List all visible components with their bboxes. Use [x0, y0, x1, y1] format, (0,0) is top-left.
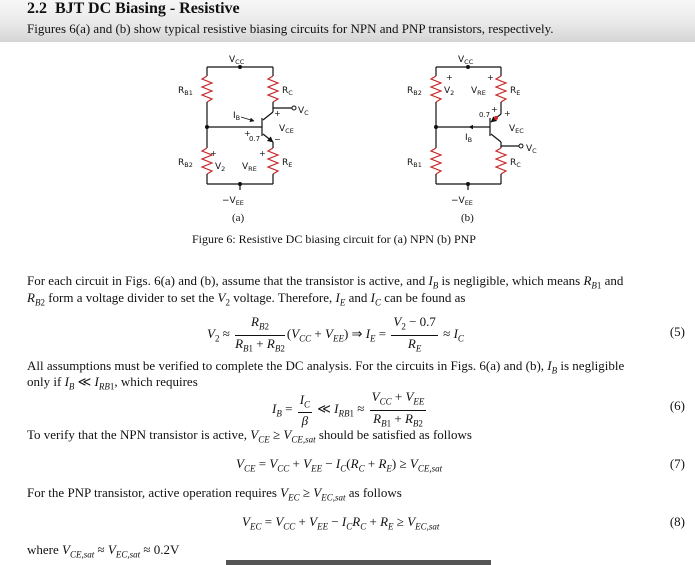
where-line: where $V_{CE,sat} \approx V_{EC,sat} \approx 0.2V$ — [27, 542, 180, 560]
svg-text:−VEE: $-V_{EE}$ — [222, 196, 244, 207]
svg-text:+: + — [274, 109, 281, 118]
svg-text:RB2: $R_{B2}$ — [178, 158, 193, 169]
svg-text:RB1: $R_{B1}$ — [407, 158, 422, 169]
svg-text:RB2: $R_{B2}$ — [407, 86, 422, 97]
svg-text:V2: $V_2$ — [215, 162, 226, 173]
paragraph-2-line-2: only if $I_B$ ≪ $I_{RB1}$, which requires — [27, 374, 198, 392]
svg-text:V2: $V_2$ — [444, 86, 455, 97]
svg-text:+: + — [244, 129, 251, 138]
svg-text:VCC: $V_{CC}$ — [458, 55, 474, 66]
svg-text:+: + — [210, 149, 217, 158]
svg-text:VC: $V_C$ — [298, 106, 309, 117]
equation-6-number: (6) — [669, 398, 685, 413]
svg-text:RC: $R_C$ — [510, 158, 521, 169]
svg-text:VC: $V_C$ — [526, 144, 537, 155]
svg-text:RC: $R_C$ — [282, 86, 293, 97]
svg-text:+: + — [487, 73, 494, 82]
svg-text:0.7: 0.7 — [249, 135, 261, 143]
svg-text:(b): (b) — [461, 212, 474, 224]
paragraph-4: For the PNP transistor, active operation requires $V_{EC} \ge V_{EC,sat}$ as follows — [27, 485, 402, 503]
svg-text:VEC: $V_{EC}$ — [509, 124, 524, 135]
equation-6: $I_B$ = $\frac{I_C}{\beta}$ ≪ $I_{RB1}$ ≈ $\frac{V_{CC} + V_{EE}}{R_{B1} + R_{B2}}$ — [272, 389, 425, 429]
equation-7-number: (7) — [669, 456, 685, 471]
equation-7: $V_{CE} = V_{CC} + V_{EE} - I_C(R_C + R_E) \ge V_{CE,sat}$ — [236, 456, 443, 474]
svg-text:IB: $I_B$ — [233, 111, 241, 122]
svg-text:+: + — [446, 73, 453, 82]
svg-text:VRE: $V_{RE}$ — [471, 86, 486, 97]
intro-text: Figures 6(a) and (b) show typical resistive biasing circuits for NPN and PNP transistors, respectively. — [27, 21, 554, 36]
equation-5-number: (5) — [669, 324, 685, 339]
bottom-scrollbar[interactable] — [226, 560, 491, 565]
svg-text:0.7: 0.7 — [479, 111, 491, 119]
equation-5: $V_2$ ≈ $\frac{R_{B2}}{R_{B1} + R_{B2}}$ $(V_{CC} + V_{EE})$ ⇒ $I_E$ = $\frac{V_2 - 0.7}{R_E}$ ≈ $I_C$ — [207, 314, 464, 354]
paragraph-1-line-1: For each circuit in Figs. 6(a) and (b), assume that the transistor is active, and $I_B$ is negligible, which means $R_{B1}$ and — [27, 273, 624, 291]
paragraph-2-line-1: All assumptions must be verified to complete the DC analysis. For the circuits in Figs. 6(a) and (b), $I_B$ is negligible — [27, 358, 625, 376]
svg-text:+: + — [504, 109, 511, 118]
section-title: 2.2 BJT DC Biasing - Resistive — [27, 0, 240, 17]
svg-text:VRE: $V_{RE}$ — [242, 162, 257, 173]
equation-8-number: (8) — [669, 514, 685, 529]
svg-text:RE: $R_E$ — [282, 158, 293, 169]
svg-text:+: + — [491, 105, 498, 114]
svg-text:+: + — [259, 149, 266, 158]
svg-text:IB: $I_B$ — [465, 133, 473, 144]
svg-text:−: − — [274, 135, 281, 144]
svg-text:(a): (a) — [232, 212, 245, 224]
svg-text:RE: $R_E$ — [510, 86, 521, 97]
figure-caption: Figure 6: Resistive DC biasing circuit for (a) NPN (b) PNP — [192, 232, 476, 246]
svg-text:−VEE: $-V_{EE}$ — [451, 196, 473, 207]
svg-text:RB1: $R_{B1}$ — [178, 86, 193, 97]
paragraph-1-line-2: $R_{B2}$ form a voltage divider to set the $V_2$ voltage. Therefore, $I_E$ and $I_C$ can be found as — [27, 290, 466, 308]
svg-text:VCE: $V_{CE}$ — [279, 124, 294, 135]
equation-8: $V_{EC} = V_{CC} + V_{EE} - I_CR_C + R_E \ge V_{EC,sat}$ — [242, 514, 440, 532]
paragraph-3: To verify that the NPN transistor is active, $V_{CE} \ge V_{CE,sat}$ should be satisfied as follows — [27, 427, 472, 445]
svg-text:VCC: $V_{CC}$ — [229, 55, 245, 66]
